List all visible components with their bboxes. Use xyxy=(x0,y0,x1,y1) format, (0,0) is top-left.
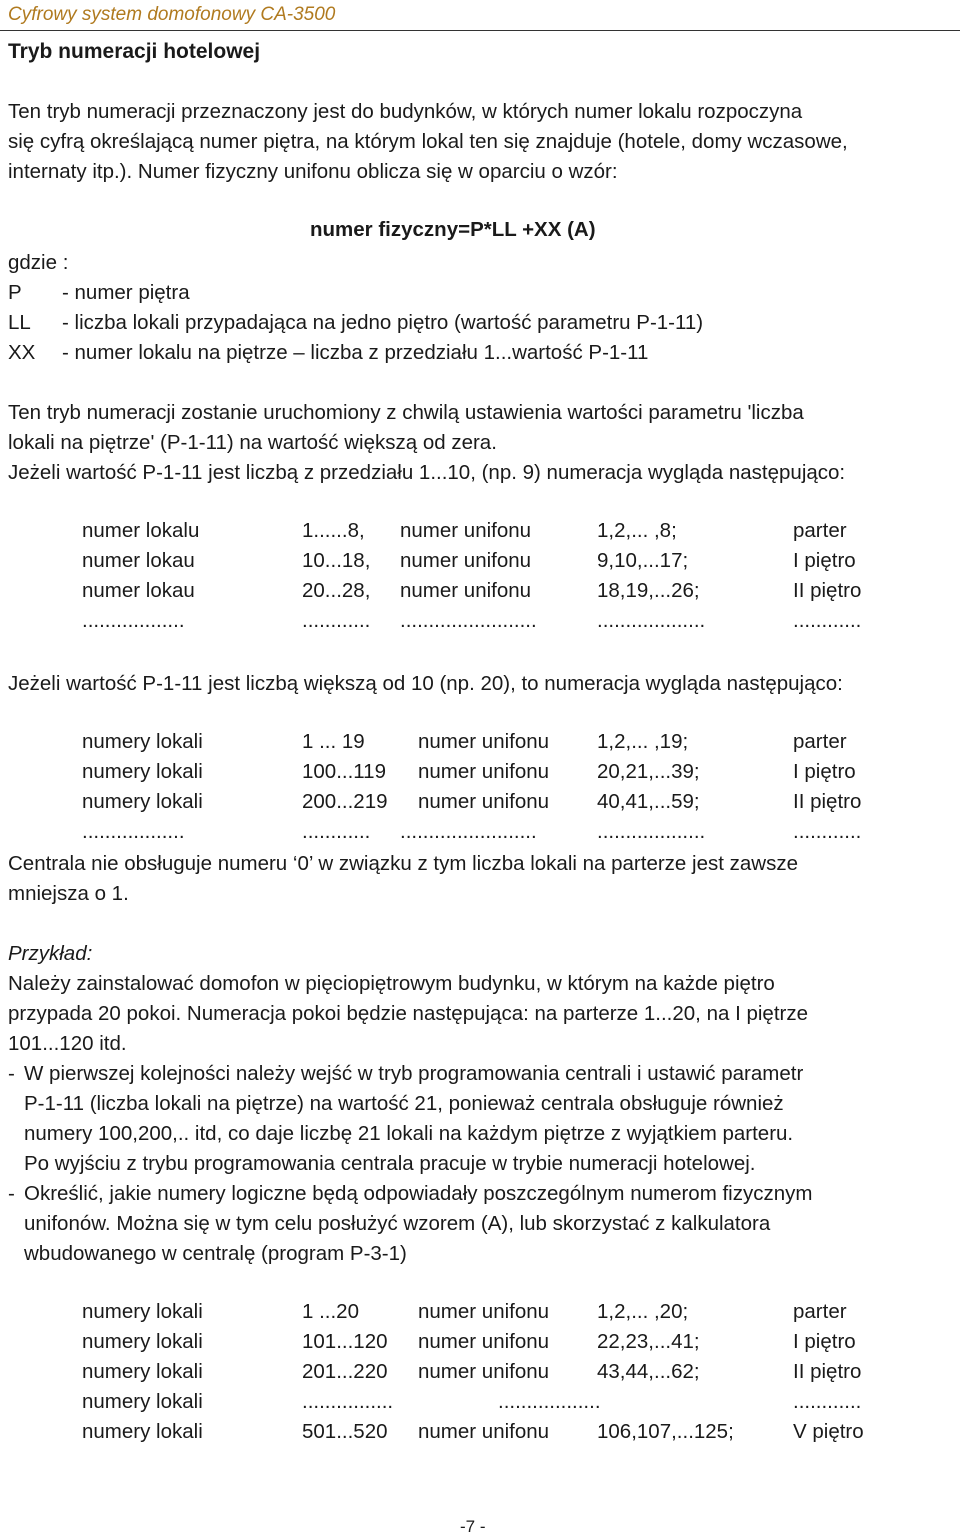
unit-range: 1,2,... ,19; xyxy=(597,730,689,753)
where-label: gdzie : xyxy=(8,251,69,274)
page-number: -7 - xyxy=(460,1517,486,1536)
unit-range: 1,2,... ,8; xyxy=(597,519,677,542)
unit-range: 43,44,...62; xyxy=(597,1360,700,1383)
ellipsis: .................. xyxy=(82,609,185,632)
intro-line-3: internaty itp.). Numer fizyczny unifonu oblicza się w oparciu o wzór: xyxy=(8,160,618,183)
floor-label: V piętro xyxy=(793,1420,864,1443)
step-line: W pierwszej kolejności należy wejść w tryb programowania centrali i ustawić parametr xyxy=(24,1062,804,1085)
room-range: 10...18, xyxy=(302,549,371,572)
step-line: unifonów. Można się w tym celu posłużyć wzorem (A), lub skorzystać z kalkulatora xyxy=(24,1212,771,1235)
room-range: 1 ... 19 xyxy=(302,730,365,753)
ellipsis: ............ xyxy=(793,820,862,843)
activation-line-2: lokali na piętrze' (P-1-11) na wartość większą od zera. xyxy=(8,431,497,454)
legend-description: - numer piętra xyxy=(62,281,190,304)
unit-label: numer unifonu xyxy=(418,1360,550,1383)
room-range: 200...219 xyxy=(302,790,388,813)
running-header: Cyfrowy system domofonowy CA-3500 xyxy=(8,4,336,25)
room-label: numer lokalu xyxy=(82,519,200,542)
activation-line-1: Ten tryb numeracji zostanie uruchomiony z chwilą ustawienia wartości parametru 'liczba xyxy=(8,401,804,424)
step-line: numery 100,200,.. itd, co daje liczbę 21 lokali na każdym piętrze z wyjątkiem parteru. xyxy=(24,1122,794,1145)
note-line-2: mniejsza o 1. xyxy=(8,882,129,905)
legend-row xyxy=(8,278,190,308)
example-line-3: 101...120 itd. xyxy=(8,1032,127,1055)
ellipsis: ............ xyxy=(793,609,862,632)
floor-label: II piętro xyxy=(793,579,862,602)
legend-description: - liczba lokali przypadająca na jedno piętro (wartość parametru P-1-11) xyxy=(62,311,704,334)
floor-label: I piętro xyxy=(793,1330,856,1353)
room-label: numer lokau xyxy=(82,549,195,572)
room-range: 1......8, xyxy=(302,519,365,542)
section-title: Tryb numeracji hotelowej xyxy=(8,40,261,63)
ellipsis: ........................ xyxy=(400,609,537,632)
unit-label: numer unifonu xyxy=(418,1420,550,1443)
unit-range: 9,10,...17; xyxy=(597,549,689,572)
room-range: 1 ...20 xyxy=(302,1300,359,1323)
ellipsis: .................. xyxy=(82,820,185,843)
room-range: 100...119 xyxy=(302,760,386,783)
unit-label: numer unifonu xyxy=(418,1300,550,1323)
legend-symbol: LL xyxy=(8,311,31,334)
ellipsis: .................. xyxy=(498,1390,601,1413)
unit-label: numer unifonu xyxy=(400,579,532,602)
room-label: numery lokali xyxy=(82,760,203,783)
step-line: Określić, jakie numery logiczne będą odpowiadały poszczególnym numerom fizycznym xyxy=(24,1182,813,1205)
floor-label: I piętro xyxy=(793,760,856,783)
unit-label: numer unifonu xyxy=(400,549,532,572)
ellipsis: ................... xyxy=(597,820,706,843)
room-label: numery lokali xyxy=(82,790,203,813)
step-line: Po wyjściu z trybu programowania centrala pracuje w trybie numeracji hotelowej. xyxy=(24,1152,756,1175)
room-label: numery lokali xyxy=(82,730,203,753)
step-line: wbudowanego w centralę (program P-3-1) xyxy=(24,1242,407,1265)
floor-label: parter xyxy=(793,519,847,542)
room-label: numery lokali xyxy=(82,1420,203,1443)
legend-row xyxy=(8,308,703,338)
unit-range: 106,107,...125; xyxy=(597,1420,734,1443)
step-dash: - xyxy=(8,1062,15,1085)
unit-range: 22,23,...41; xyxy=(597,1330,700,1353)
room-label: numery lokali xyxy=(82,1360,203,1383)
floor-label: parter xyxy=(793,1300,847,1323)
legend-row xyxy=(8,338,648,368)
ellipsis: ................ xyxy=(302,1390,394,1413)
unit-label: numer unifonu xyxy=(418,730,550,753)
formula: numer fizyczny=P*LL +XX (A) xyxy=(310,218,596,241)
unit-range: 20,21,...39; xyxy=(597,760,700,783)
header-rule xyxy=(0,30,960,31)
case1-intro: Jeżeli wartość P-1-11 jest liczbą z przedziału 1...10, (np. 9) numeracja wygląda następująco: xyxy=(8,461,846,484)
floor-label: parter xyxy=(793,730,847,753)
unit-range: 18,19,...26; xyxy=(597,579,700,602)
room-label: numery lokali xyxy=(82,1300,203,1323)
case2-intro: Jeżeli wartość P-1-11 jest liczbą większą od 10 (np. 20), to numeracja wygląda następująco: xyxy=(8,672,843,695)
unit-label: numer unifonu xyxy=(418,760,550,783)
room-range: 201...220 xyxy=(302,1360,388,1383)
note-line-1: Centrala nie obsługuje numeru ‘0’ w związku z tym liczba lokali na parterze jest zawsze xyxy=(8,852,798,875)
ellipsis: ............ xyxy=(793,1390,862,1413)
intro-line-1: Ten tryb numeracji przeznaczony jest do budynków, w których numer lokalu rozpoczyna xyxy=(8,100,803,123)
floor-label: II piętro xyxy=(793,1360,862,1383)
step-line: P-1-11 (liczba lokali na piętrze) na wartość 21, ponieważ centrala obsługuje również xyxy=(24,1092,784,1115)
ellipsis: ................... xyxy=(597,609,706,632)
room-range: 101...120 xyxy=(302,1330,388,1353)
legend-symbol: P xyxy=(8,281,22,304)
unit-range: 1,2,... ,20; xyxy=(597,1300,689,1323)
ellipsis: ............ xyxy=(302,820,371,843)
legend-symbol: XX xyxy=(8,341,36,364)
unit-range: 40,41,...59; xyxy=(597,790,700,813)
legend-description: - numer lokalu na piętrze – liczba z przedziału 1...wartość P-1-11 xyxy=(62,341,649,364)
intro-line-2: się cyfrą określającą numer piętra, na którym lokal ten się znajduje (hotele, domy wczasowe, xyxy=(8,130,848,153)
floor-label: II piętro xyxy=(793,790,862,813)
ellipsis: ........................ xyxy=(400,820,537,843)
unit-label: numer unifonu xyxy=(418,1330,550,1353)
ellipsis: ............ xyxy=(302,609,371,632)
room-label: numer lokau xyxy=(82,579,195,602)
room-label: numery lokali xyxy=(82,1390,203,1413)
step-dash: - xyxy=(8,1182,15,1205)
unit-label: numer unifonu xyxy=(418,790,550,813)
example-line-2: przypada 20 pokoi. Numeracja pokoi będzie następująca: na parterze 1...20, na I piętrze xyxy=(8,1002,808,1025)
unit-label: numer unifonu xyxy=(400,519,532,542)
room-range: 501...520 xyxy=(302,1420,388,1443)
room-label: numery lokali xyxy=(82,1330,203,1353)
floor-label: I piętro xyxy=(793,549,856,572)
example-line-1: Należy zainstalować domofon w pięciopiętrowym budynku, w którym na każde piętro xyxy=(8,972,775,995)
room-range: 20...28, xyxy=(302,579,371,602)
example-label: Przykład: xyxy=(8,942,93,965)
